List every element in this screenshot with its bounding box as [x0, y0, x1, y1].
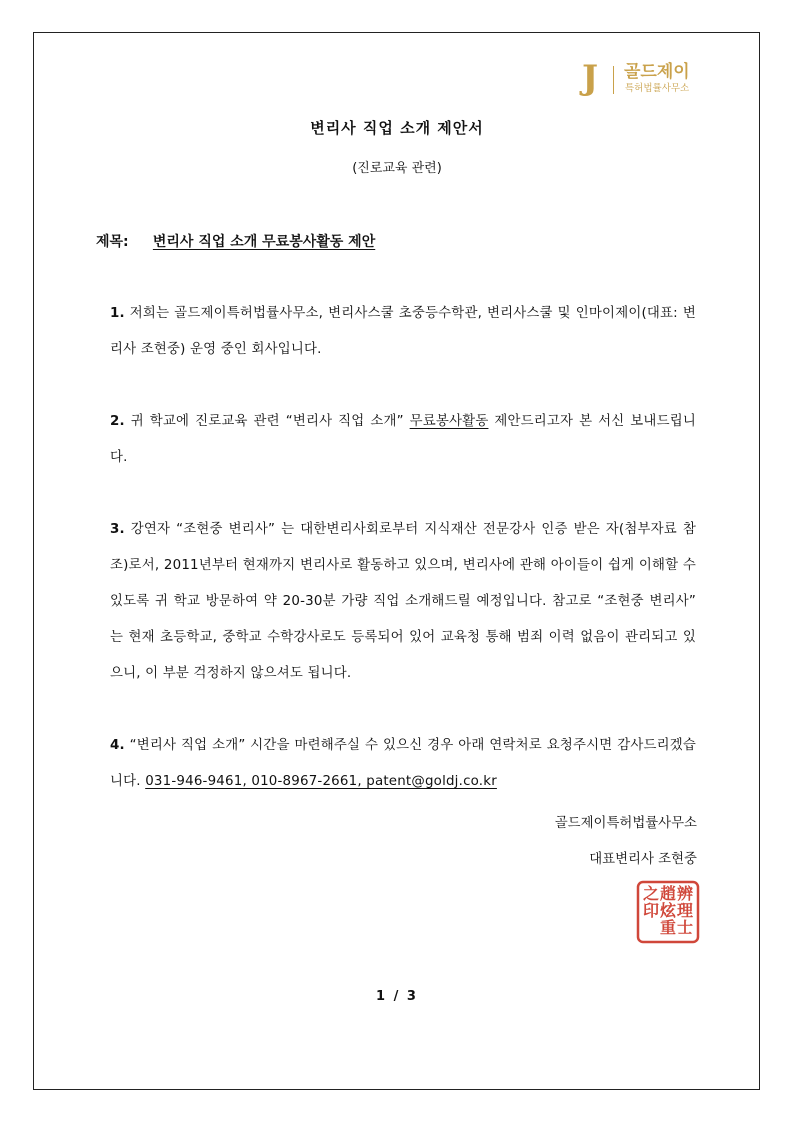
- paragraph-3: [110, 512, 696, 692]
- contact-info-link[interactable]: 031-946-9461, 010-8967-2661, patent@goldj.co.kr: [145, 774, 497, 789]
- seal-character: 趙: [659, 884, 677, 903]
- paragraph-number: 2.: [110, 414, 125, 429]
- seal-character: 士: [676, 918, 694, 937]
- paragraph-text-continued: 제안드리고자 본 서신 보내드립니다.: [110, 414, 696, 465]
- seal-character: 辨: [676, 884, 694, 903]
- paragraph-text: “변리사 직업 소개” 시간을 마련해주실 수 있으신 경우 아래 연락처로 요청주시면 감사드리겠습니다.: [110, 738, 697, 789]
- seal-character: 之: [642, 884, 660, 903]
- paragraph-text: 귀 학교에 진로교육 관련 “변리사 직업 소개”: [130, 414, 410, 429]
- seal-character: 理: [676, 901, 694, 920]
- signature-office: 골드제이특허법률사무소: [554, 816, 697, 831]
- signature-representative: 대표변리사 조현중: [589, 852, 697, 867]
- paragraph-number: 1.: [110, 306, 125, 321]
- paragraph-number: 3.: [110, 522, 125, 537]
- seal-character: 炫: [659, 901, 677, 920]
- paragraph-text: 저희는 골드제이특허법률사무소, 변리사스쿨 초중등수학관, 변리사스쿨 및 인마이제이(대표: 변리사 조현중) 운영 중인 회사입니다.: [110, 306, 696, 357]
- document-title: 변리사 직업 소개 제안서: [310, 119, 484, 137]
- subject-label: 제목:: [96, 234, 129, 250]
- document-subtitle: (진로교육 관련): [352, 161, 442, 176]
- page-number: 1 / 3: [376, 989, 418, 1004]
- logo-divider: [613, 66, 614, 94]
- paragraph-text: 강연자 “조현중 변리사” 는 대한변리사회로부터 지식재산 전문강사 인증 받은 자(첨부자료 참조)로서, 2011년부터 현재까지 변리사로 활동하고 있으며, 변리사에 관해 아이들이 쉽게 이해할 수 있도록 귀 학교 방문하여 약 20-30분 가량 직업 소개해드릴 예정입니다. 참고로 “조현중 변리사” 는 현재 초등학교, 중학교 수학강사로도 등록되어 있어 교육청 통해 범죄 이력 없음이 관리되고 있으니, 이 부분 걱정하지 않으셔도 됩니다.: [110, 522, 696, 681]
- company-logo: [582, 60, 702, 100]
- logo-name: 골드제이: [624, 62, 690, 82]
- underlined-phrase: 무료봉사활동: [409, 414, 489, 429]
- logo-mark: J: [582, 58, 599, 98]
- paragraph-1: [110, 296, 696, 368]
- paragraph-4: [110, 728, 696, 800]
- seal-character: 印: [642, 901, 660, 920]
- paragraph-2: [110, 404, 696, 476]
- subject-text: 변리사 직업 소개 무료봉사활동 제안: [152, 234, 376, 250]
- seal-character: 重: [659, 918, 677, 937]
- subject-line: [96, 231, 375, 251]
- seal-stamp-graphic: [636, 880, 700, 944]
- paragraph-number: 4.: [110, 738, 125, 753]
- logo-subtitle: 특허법률사무소: [625, 83, 690, 94]
- seal-stamp: [636, 880, 700, 944]
